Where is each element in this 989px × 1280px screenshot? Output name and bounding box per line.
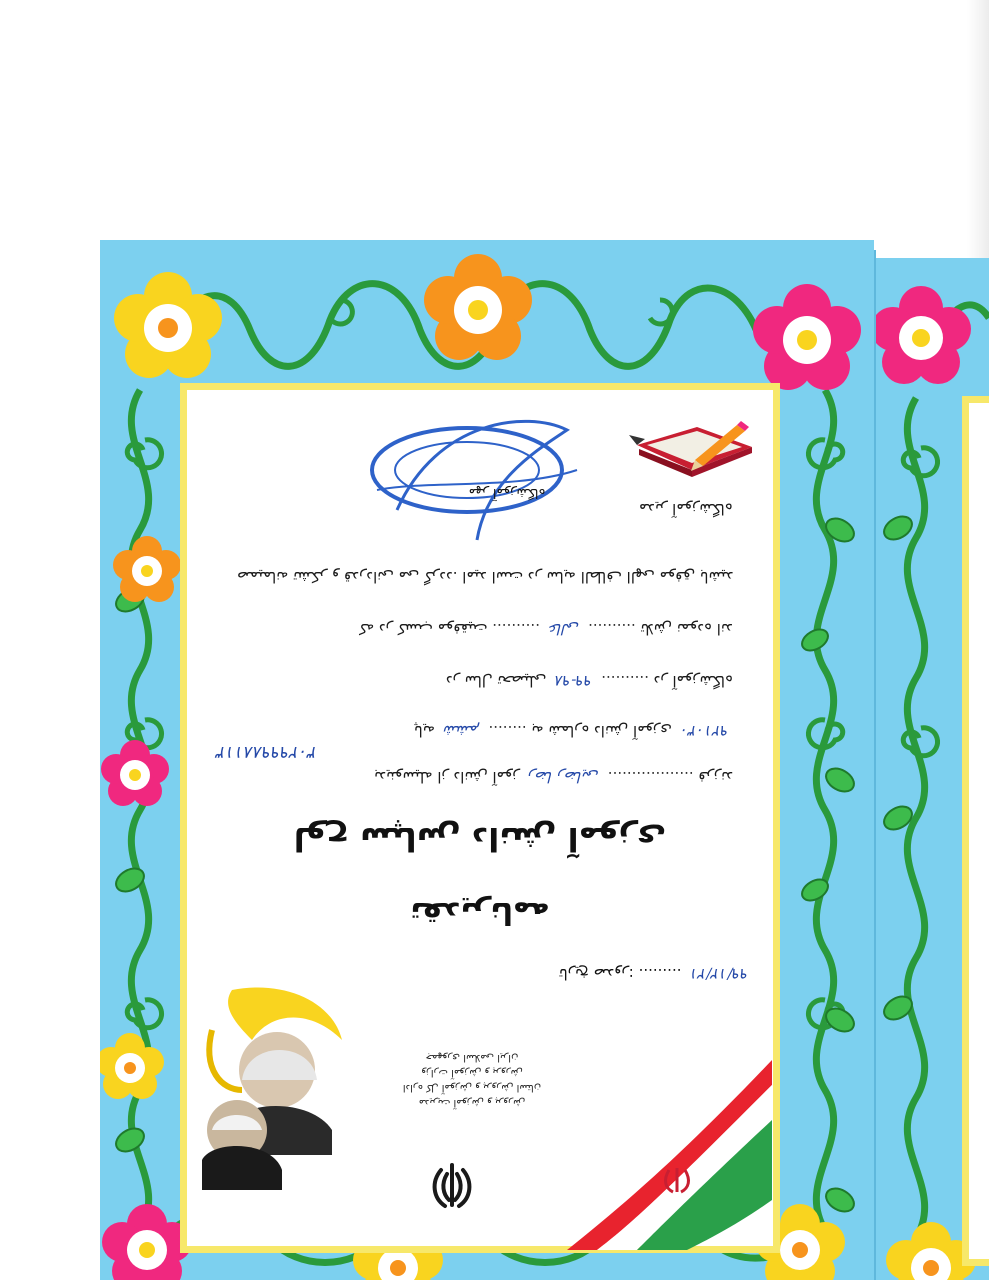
org-line-2: وزارت آموزش و پرورش — [421, 1067, 523, 1078]
flag-ribbon-icon — [557, 1060, 772, 1250]
org-block — [367, 1050, 577, 1110]
flower-icon — [876, 286, 971, 384]
field-2-tail: به شماره دانش آموزی — [531, 722, 672, 740]
field-3-tail: در آموزشگاه — [653, 672, 733, 690]
field-1-tail: فرزند — [698, 768, 733, 786]
right-panel — [876, 258, 989, 1280]
certificate-title: لوح سپاس دانش آموزی — [293, 820, 667, 858]
portrait-icon — [192, 980, 357, 1195]
field-4-label: که در کسب موفقیت — [359, 620, 488, 638]
field-4-value: عالی — [548, 620, 580, 638]
certificate-panel — [100, 240, 874, 1280]
emblem-icon — [427, 1160, 477, 1212]
field-line-5 — [237, 568, 733, 586]
field-5-label: صمیمانه تشکر و قدردانی می گردد. امید است در سایه الطاف الهی موفق باشید — [236, 568, 733, 586]
field-2-value: ششم — [443, 722, 480, 740]
field-3-value: ۹۸-۹۹ — [555, 672, 593, 690]
org-line-1: جمهوری اسلامی ایران — [425, 1052, 519, 1063]
field-1-label: بدینوسیله از دانش آموز — [373, 768, 520, 786]
stamp-icon — [337, 410, 597, 550]
date-line: تاریخ صدور: ......... ۹۹/۱۲/۲۱ — [559, 965, 753, 983]
right-panel-body — [962, 396, 989, 1266]
field-line-2: پایه ششم ........ به شماره دانش آموزی ۹۲۱۰۳۰ — [414, 722, 733, 740]
book-pencil-icon — [627, 415, 762, 485]
signature-line — [639, 500, 733, 518]
signature-label: مدیر آموزشگاه — [639, 500, 733, 518]
field-line-3: در سال تحصیلی ۹۸-۹۹ .......... در آموزشگاه — [446, 672, 733, 690]
field-line-1: بدینوسیله از دانش آموز رضا رضایی .................. فرزند — [373, 768, 733, 786]
field-4-tail: تلاش نموده اند — [640, 620, 733, 638]
field-line-4: که در کسب موفقیت .......... عالی .......... تلاش نموده اند — [359, 620, 733, 638]
certificate-body — [180, 383, 780, 1253]
field-2-value2: ۹۲۱۰۳۰ — [680, 722, 729, 740]
org-line-4: مدیریت آموزش و پرورش — [418, 1097, 526, 1108]
certificate-subtitle: تقدیرنامه — [410, 895, 550, 930]
stamp-text: مهر آموزشگاه — [468, 485, 546, 500]
date-label: تاریخ صدور: — [559, 965, 635, 983]
extra-number: ۳۰۲۹۹۹۸۸۱۱۳ — [217, 742, 318, 762]
org-line-3: اداره کل آموزش و پرورش استان — [402, 1082, 542, 1093]
date-value: ۹۹/۱۲/۲۱ — [690, 965, 749, 983]
field-1-value: رضا رضایی — [528, 768, 599, 786]
field-3-label: در سال تحصیلی — [446, 672, 547, 690]
field-2-label: پایه — [413, 722, 435, 740]
